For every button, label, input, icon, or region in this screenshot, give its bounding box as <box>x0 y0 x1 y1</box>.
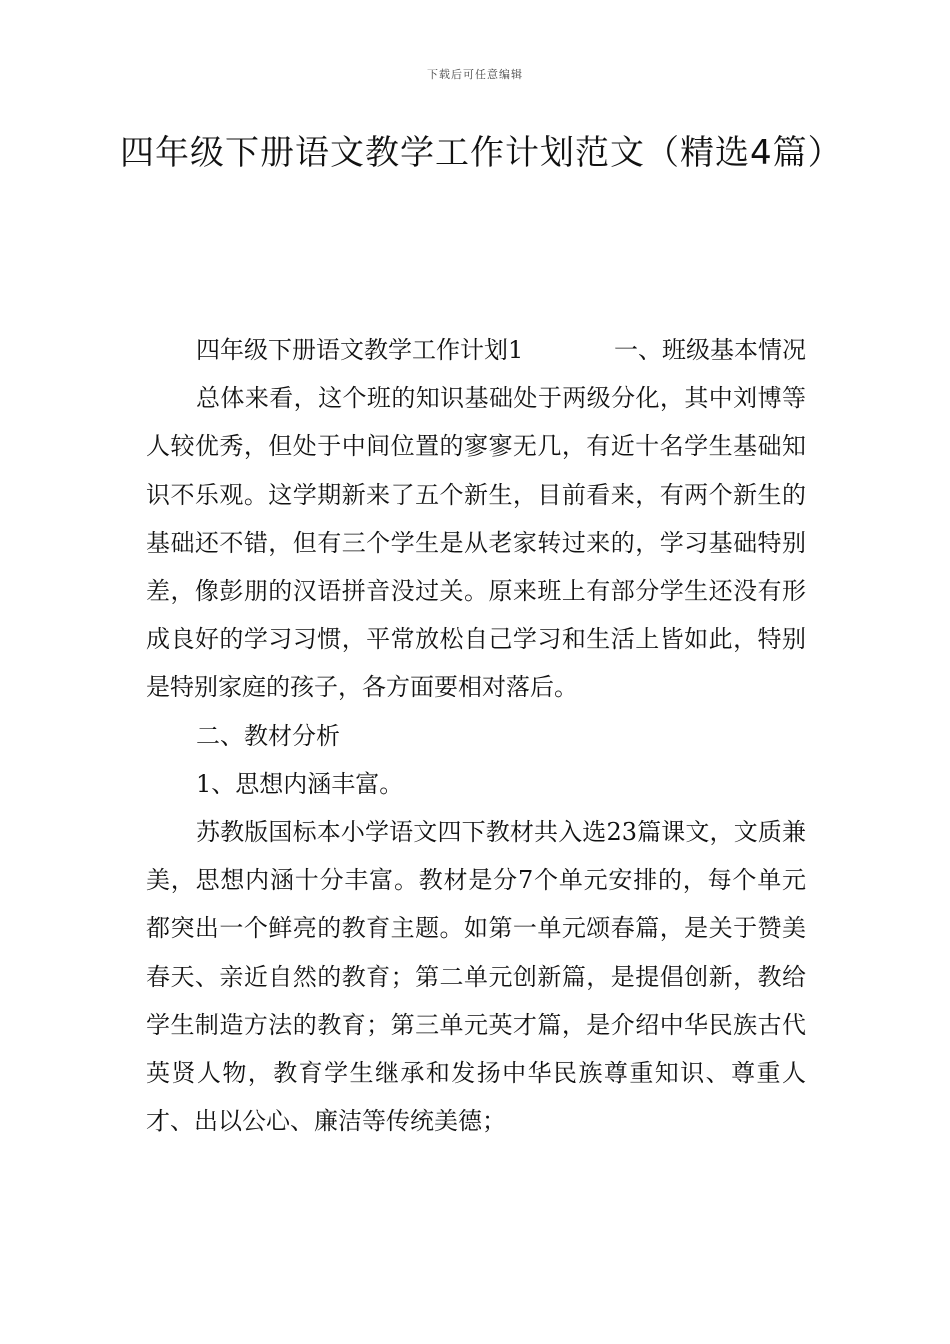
document-body <box>146 326 806 1145</box>
paragraph: 1、思想内涵丰富。 <box>196 769 404 798</box>
subsection-heading: 一、班级基本情况 <box>614 336 806 364</box>
section-heading: 四年级下册语文教学工作计划1 <box>196 336 524 364</box>
paragraph: 总体来看，这个班的知识基础处于两级分化，其中刘博等人较优秀，但处于中间位置的寥寥无几，有近十名学生基础知识不乐观。这学期新来了五个新生，目前看来，有两个新生的基础还不错，但有三个学生是从老家转过来的，学习基础特别差，像彭朋的汉语拼音没过关。原来班上有部分学生还没有形成良好的学习习惯，平常放松自己学习和生活上皆如此，特别是特别家庭的孩子，各方面要相对落后。 <box>146 384 806 702</box>
section-heading-line <box>146 326 806 374</box>
header-note: 下载后可任意编辑 <box>427 68 523 81</box>
paragraph: 二、教材分析 <box>196 721 340 750</box>
paragraph: 苏教版国标本小学语文四下教材共入选23篇课文，文质兼美，思想内涵十分丰富。教材是分7个单元安排的，每个单元都突出一个鲜亮的教育主题。如第一单元颂春篇，是关于赞美春天、亲近自然的教育；第二单元创新篇，是提倡创新，教给学生制造方法的教育；第三单元英才篇，是介绍中华民族古代英贤人物，教育学生继承和发扬中华民族尊重知识、尊重人才、出以公心、廉洁等传统美德； <box>146 818 806 1136</box>
document-title: 四年级下册语文教学工作计划范文（精选4篇） <box>120 133 843 173</box>
